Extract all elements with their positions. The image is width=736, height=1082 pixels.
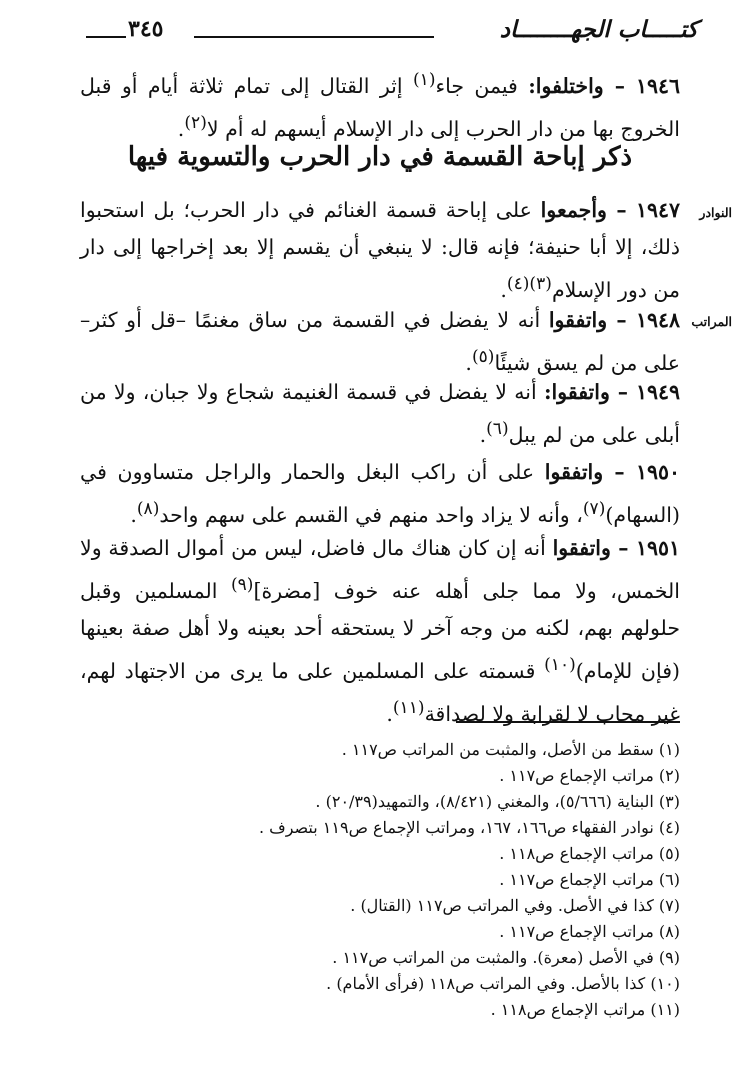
footnote-ref[interactable]: (١) [412,70,436,90]
text: المسلمين وقبل حلولهم بهم، لكنه من وجه آخر لا يستحقه أحد بعينه ولا أهل صفة بعينها (فإن للإمام) [80,578,680,683]
text: أنه لا يفضل في قسمة الغنيمة شجاع ولا جبان، ولا من أبلى على من لم يبل [80,380,680,447]
keyword: واتفقوا [544,460,604,484]
paragraph-number: ١٩٥١ [635,536,680,560]
keyword: واتفقوا: [543,380,610,404]
text: ، وأنه لا يزاد واحد منهم في القسم على سهم واحد [159,502,583,527]
footnote-item: (١) سقط من الأصل، والمثبت من المراتب ص١١٧ . [341,740,680,759]
header-rule-middle [194,36,434,38]
paragraph-text [80,302,680,382]
paragraph-text [80,374,680,454]
keyword: واتفقوا [552,536,611,560]
text: . [500,277,507,302]
paragraph-text [80,530,680,732]
text: أنه إن كان هناك مال فاضل، ليس من أموال الصدقة ولا الخمس، ولا مما جلى أهله عنه خوف [مضرة] [80,536,680,603]
text: قسمته على المسلمين على ما يرى من الاجتهاد لهم، غير محاب لا لقرابة ولا لصداقة [80,658,680,726]
paragraph-number: ١٩٥٠ [635,460,680,484]
footnote-ref[interactable]: (٨) [136,499,160,519]
footnote-ref[interactable]: (٦) [486,419,509,439]
footnote-ref[interactable]: (٥) [471,347,495,367]
dash: – [610,536,636,560]
margin-note-maratib: المراتب [691,314,732,329]
text: فيمن جاء [435,73,529,98]
text: على إباحة قسمة الغنائم في دار الحرب؛ بل استحبوا ذلك، إلا أبا حنيفة؛ فإنه قال: لا ينبغي أن يقسم إلا بعد إخراجها إلى دار من دور الإسلام [80,198,680,302]
paragraph-number: ١٩٤٦ [635,73,680,98]
footnote-item: (٦) مراتب الإجماع ص١١٧ . [499,870,680,889]
text: أنه لا يفضل في القسمة من ساق مغنمًا –قل أو كثر– على من لم يسق شيئًا [80,308,680,375]
paragraph-number: ١٩٤٨ [635,308,680,332]
footnote-item: (٢) مراتب الإجماع ص١١٧ . [499,766,680,785]
dash: – [606,198,636,222]
paragraph-text [80,454,680,534]
keyword: واتفقوا [548,308,608,332]
footnote-item: (٥) مراتب الإجماع ص١١٨ . [499,844,680,863]
footnote-ref[interactable]: (٣)(٤) [506,274,552,294]
footnote-item: (٤) نوادر الفقهاء ص١٦٦، ١٦٧، ومراتب الإجماع ص١١٩ بتصرف . [258,818,680,837]
keyword: وأجمعوا [540,198,607,222]
dash: – [607,308,636,332]
footnote-item: (٩) في الأصل (معرة). والمثبت من المراتب ص١١٧ . [332,948,680,967]
footnote-item: (٧) كذا في الأصل. وفي المراتب ص١١٧ (القتال) . [350,896,680,915]
text: . [465,350,472,375]
running-title: كتـــــاب الجهــــــــاد [499,16,698,43]
paragraph-1947 [80,192,680,313]
text: على أن راكب البغل والحمار والراجل متساوون في (السهام) [80,460,680,527]
footnote-ref[interactable]: (١٠) [544,654,576,675]
dash: – [603,73,636,98]
paragraph-text [80,62,680,148]
text: إثر القتال إلى تمام ثلاثة أيام أو قبل الخروج بها من دار الحرب إلى دار الإسلام أيسهم له أم لا [80,73,680,141]
footnote-ref[interactable]: (١١) [392,697,425,718]
footnote-item: (١٠) كذا بالأصل. وفي المراتب ص١١٨ (فرأى الأمام) . [326,974,680,993]
footnotes [60,737,680,1023]
text: . [177,116,185,141]
footnote-ref[interactable]: (٧) [582,499,606,519]
text: . [479,422,487,447]
footnote-item: (٨) مراتب الإجماع ص١١٧ . [499,922,680,941]
paragraph-1951 [80,530,680,736]
footnote-separator [456,721,680,723]
footnote-ref[interactable]: (٩) [230,575,254,595]
text: . [130,502,137,527]
section-heading: ذكر إباحة القسمة في دار الحرب والتسوية فيها [127,142,633,172]
paragraph-number: ١٩٤٧ [635,198,680,222]
paragraph-1946 [80,62,680,152]
paragraph-1950 [80,454,680,538]
footnote-item: (٣) البناية (٥/٦٦٦)، والمغني (٨/٤٢١)، والتمهيد(٢٠/٣٩) . [315,792,680,811]
paragraph-text [80,192,680,309]
keyword: واختلفوا: [528,73,604,98]
footnote-item: (١١) مراتب الإجماع ص١١٨ . [490,1000,680,1019]
text: . [386,701,393,726]
header-rule-left [86,36,126,38]
paragraph-1949 [80,374,680,458]
running-header [86,14,698,54]
dash: – [603,460,636,484]
footnote-ref[interactable]: (٢) [184,112,207,133]
paragraph-number: ١٩٤٩ [635,380,680,404]
margin-note-nawadir: النوادر [699,205,732,220]
page-number: ٣٤٥ [128,16,164,42]
dash: – [609,380,636,404]
